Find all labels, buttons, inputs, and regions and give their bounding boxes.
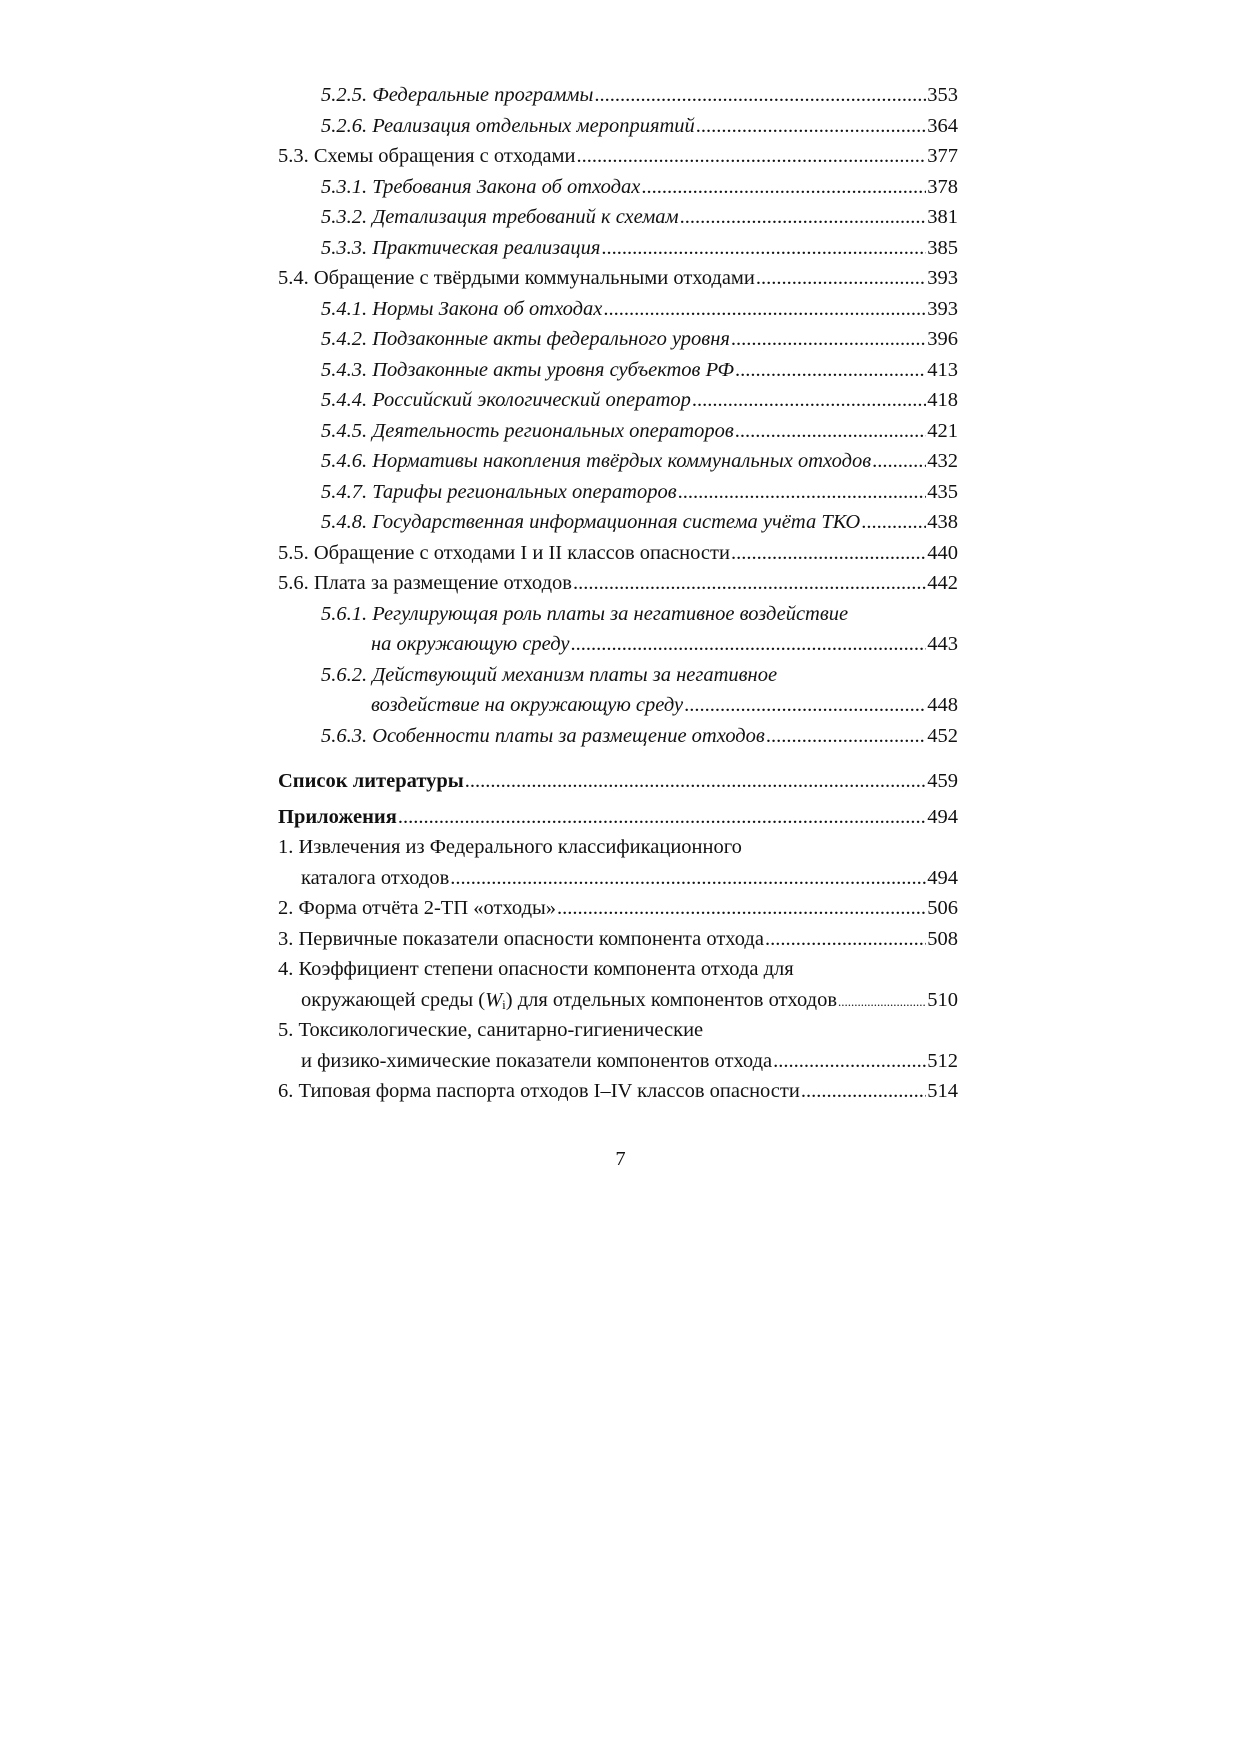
page-number: 7 [615, 1148, 626, 1170]
dot-leader [696, 111, 926, 142]
dot-leader [684, 690, 926, 721]
toc-entry-title: 6. Типовая форма паспорта отходов I–IV классов опасности [278, 1080, 800, 1102]
toc-entry-page: 459 [927, 770, 958, 792]
toc-entry[interactable] [278, 324, 958, 355]
toc-entry-title: Список литературы [278, 770, 464, 792]
toc-entry-page: 494 [927, 805, 958, 828]
toc-entry-title: 5.2.6. Реализация отдельных мероприятий [321, 114, 695, 137]
dot-leader [756, 263, 926, 294]
toc-entry-title: 5.3.3. Практическая реализация [321, 236, 601, 259]
toc-entry-page: 385 [927, 236, 958, 259]
toc-entry[interactable] [278, 832, 958, 863]
dot-leader [603, 294, 926, 325]
toc-entry-title: 5. Токсикологические, санитарно-гигиенические [278, 1019, 704, 1041]
toc-entry-page: 442 [927, 572, 958, 594]
toc-entry-title: 5.3.2. Детализация требований к схемам [321, 206, 679, 228]
dot-leader [766, 721, 926, 752]
toc-entry-title: 5.6.2. Действующий механизм платы за негативное [321, 663, 778, 686]
dot-leader [465, 766, 926, 797]
toc-entry-title: 5.4.6. Нормативы накопления твёрдых коммунальных отходов [321, 450, 872, 472]
toc-entry-title: 4. Коэффициент степени опасности компонента отхода для [278, 958, 794, 980]
dot-leader [692, 385, 926, 416]
toc-entry-title: 5.4.4. Российский экологический оператор [321, 389, 691, 411]
toc-entry-title: воздействие на окружающую среду [371, 694, 684, 716]
dot-leader [731, 324, 926, 355]
toc-entry-page: 510 [927, 988, 958, 1011]
toc-entry-page: 353 [927, 84, 958, 106]
toc-entry[interactable] [278, 1015, 958, 1046]
toc-entry-page: 377 [927, 145, 958, 167]
toc-entry-page: 440 [927, 541, 958, 564]
toc-entry-page: 435 [927, 480, 958, 503]
toc-entry-page: 364 [927, 114, 958, 137]
toc-entry-page: 378 [927, 175, 958, 198]
dot-leader [872, 446, 926, 477]
toc-entry[interactable] [278, 233, 958, 264]
toc-entry-references[interactable] [278, 766, 958, 797]
toc-entry-page: 443 [927, 633, 958, 655]
toc-entry-page: 393 [927, 297, 958, 320]
toc-entry[interactable] [278, 477, 958, 508]
table-of-contents [278, 80, 958, 1107]
dot-leader [801, 1076, 926, 1107]
toc-entry[interactable] [278, 355, 958, 386]
toc-entry-page: 448 [927, 694, 958, 716]
dot-leader [594, 80, 926, 111]
toc-entry[interactable] [278, 599, 958, 630]
dot-leader [576, 141, 926, 172]
toc-entry[interactable] [278, 202, 958, 233]
toc-entry[interactable] [278, 416, 958, 447]
toc-entry-title: 5.6.3. Особенности платы за размещение отходов [321, 724, 765, 747]
toc-entry-title: 5.3. Схемы обращения с отходами [278, 145, 576, 167]
toc-entry-appendices[interactable] [278, 802, 958, 833]
toc-entry-title: 5.6. Плата за размещение отходов [278, 572, 572, 594]
dot-leader [641, 172, 926, 203]
toc-entry[interactable] [278, 1076, 958, 1107]
toc-entry[interactable] [278, 660, 958, 691]
dot-leader [573, 568, 926, 599]
toc-entry-title: Приложения [278, 805, 397, 828]
toc-entry-title: каталога отходов [301, 866, 450, 889]
toc-entry-title: 5.4.5. Деятельность региональных операторов [321, 419, 734, 442]
toc-entry-page: 508 [927, 927, 958, 950]
dot-leader [735, 416, 927, 447]
dot-leader [678, 477, 927, 508]
dot-leader [601, 233, 926, 264]
dot-leader [450, 863, 926, 894]
dot-leader [398, 802, 926, 833]
toc-entry-title: 5.4.1. Нормы Закона об отходах [321, 297, 603, 320]
dot-leader [731, 538, 926, 569]
dot-leader [570, 629, 926, 660]
toc-entry-continuation[interactable] [278, 690, 958, 721]
toc-entry-title: 5.3.1. Требования Закона об отходах [321, 175, 641, 198]
toc-entry[interactable] [278, 263, 958, 294]
toc-entry[interactable] [278, 538, 958, 569]
toc-entry-title: 5.5. Обращение с отходами I и II классов опасности [278, 541, 730, 564]
toc-entry-title: 1. Извлечения из Федерального классификационного [278, 836, 742, 858]
toc-entry[interactable] [278, 568, 958, 599]
toc-entry-page: 432 [927, 450, 958, 472]
variable-subscript: i [502, 996, 506, 1012]
toc-entry[interactable] [278, 507, 958, 538]
toc-entry-title: 5.4.3. Подзаконные акты уровня субъектов РФ [321, 358, 735, 381]
dot-leader [557, 893, 926, 924]
toc-entry[interactable] [278, 446, 958, 477]
toc-entry-title: 5.4.2. Подзаконные акты федерального уровня [321, 328, 730, 350]
toc-entry[interactable] [278, 893, 958, 924]
toc-entry-page: 438 [927, 511, 958, 533]
toc-entry-continuation[interactable] [278, 985, 958, 1016]
toc-entry-page: 413 [927, 358, 958, 381]
toc-entry-page: 396 [927, 328, 958, 350]
toc-entry[interactable] [278, 172, 958, 203]
toc-entry[interactable] [278, 385, 958, 416]
toc-entry-continuation[interactable] [278, 629, 958, 660]
toc-entry-title: 5.4. Обращение с твёрдыми коммунальными отходами [278, 267, 755, 289]
toc-entry-page: 452 [927, 724, 958, 747]
toc-entry[interactable] [278, 294, 958, 325]
toc-entry-title: 3. Первичные показатели опасности компонента отхода [278, 927, 764, 950]
toc-entry[interactable] [278, 924, 958, 955]
variable-w: W [485, 988, 503, 1011]
toc-entry-page: 494 [927, 866, 958, 889]
toc-entry-title: и физико-химические показатели компонентов отхода [301, 1049, 773, 1072]
title-text: ) для отдельных компонентов отходов [505, 988, 838, 1011]
toc-entry-continuation[interactable] [278, 863, 958, 894]
toc-entry-title: 5.6.1. Регулирующая роль платы за негативное воздействие [321, 602, 849, 625]
dot-leader [680, 202, 927, 233]
toc-entry-page: 514 [927, 1080, 958, 1102]
toc-entry-page: 506 [927, 897, 958, 919]
dot-leader [773, 1046, 926, 1077]
dot-leader [838, 987, 926, 1018]
toc-entry[interactable] [278, 80, 958, 111]
dot-leader [735, 355, 926, 386]
toc-entry[interactable] [278, 141, 958, 172]
toc-entry[interactable] [278, 111, 958, 142]
toc-entry-continuation[interactable] [278, 1046, 958, 1077]
toc-entry-page: 418 [927, 389, 958, 411]
title-text: окружающей среды ( [301, 988, 486, 1011]
toc-entry-page: 512 [927, 1049, 958, 1072]
dot-leader [861, 507, 926, 538]
dot-leader [765, 924, 926, 955]
toc-entry-page: 381 [927, 206, 958, 228]
toc-entry-title: 5.4.8. Государственная информационная система учёта ТКО [321, 511, 861, 533]
toc-entry-title: 2. Форма отчёта 2-ТП «отходы» [278, 897, 557, 919]
toc-entry-page: 393 [927, 267, 958, 289]
toc-entry-title: на окружающую среду [371, 633, 570, 655]
toc-entry-title: 5.4.7. Тарифы региональных операторов [321, 480, 677, 503]
toc-entry[interactable] [278, 954, 958, 985]
toc-entry[interactable] [278, 721, 958, 752]
toc-entry-title: 5.2.5. Федеральные программы [321, 84, 594, 106]
toc-entry-page: 421 [927, 419, 958, 442]
